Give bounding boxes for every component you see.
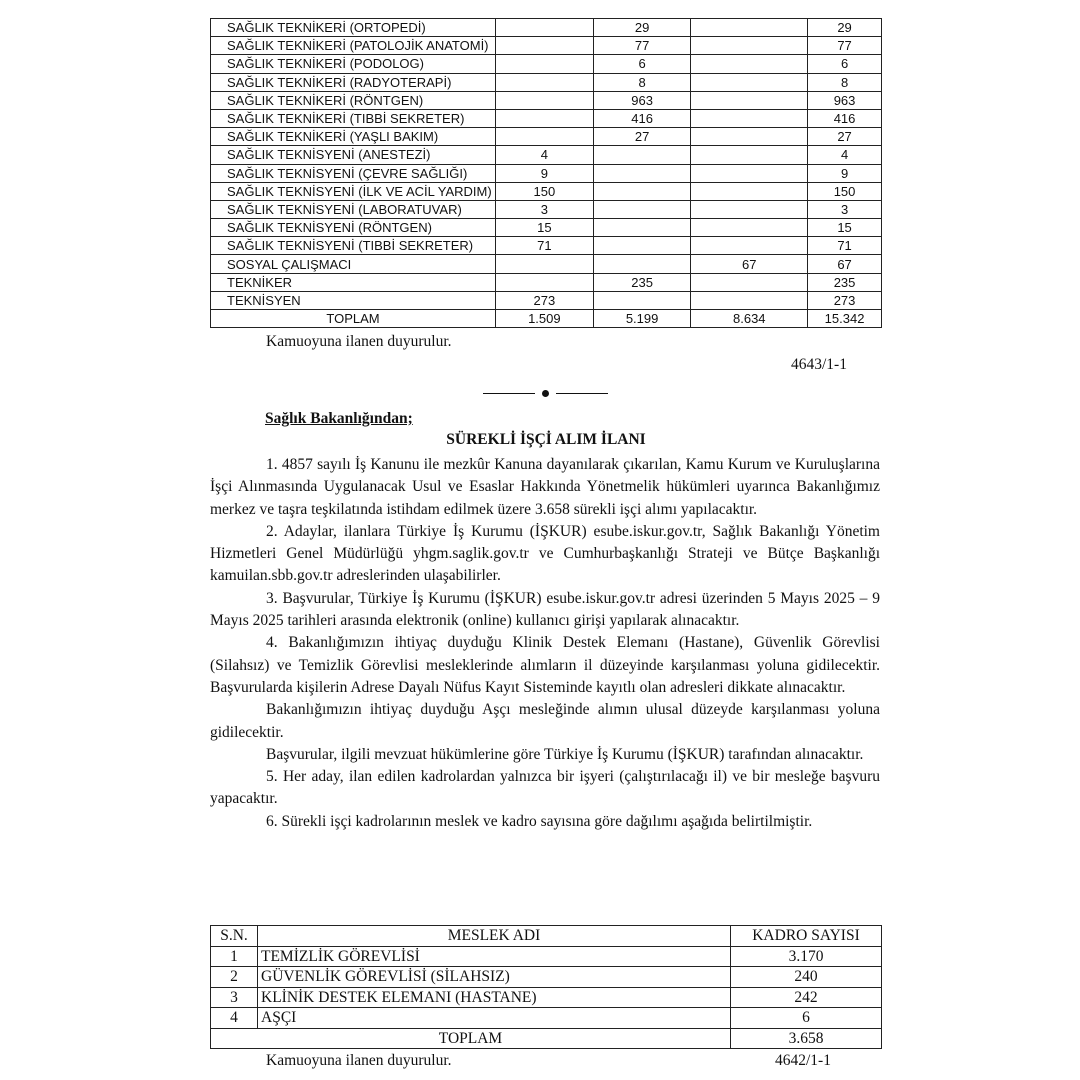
row-title: SOSYAL ÇALIŞMACI bbox=[211, 255, 496, 273]
table-row bbox=[211, 273, 882, 291]
closing-text: Kamuoyuna ilanen duyurulur. bbox=[266, 1052, 452, 1069]
paragraph: 3. Başvurular, Türkiye İş Kurumu (İŞKUR) esube.iskur.gov.tr adresi üzerinden 5 Mayıs 2025 – 9 Mayıs 2025 tarihleri arasında elektronik (online) kullanıcı girişi yapılarak alınacaktır. bbox=[210, 589, 880, 630]
row-occupation: AŞÇI bbox=[258, 1008, 731, 1029]
cell-value: 9 bbox=[808, 164, 882, 182]
announcement-title: SÜREKLİ İŞÇİ ALIM İLANI bbox=[446, 431, 646, 448]
cell-value: 273 bbox=[495, 291, 593, 309]
row-count: 6 bbox=[731, 1008, 882, 1029]
total-value: 1.509 bbox=[495, 310, 593, 328]
row-occupation: TEMİZLİK GÖREVLİSİ bbox=[258, 946, 731, 967]
total-row bbox=[211, 310, 882, 328]
positions-table bbox=[210, 925, 882, 1049]
row-title: SAĞLIK TEKNİSYENİ (ÇEVRE SAĞLIĞI) bbox=[211, 164, 496, 182]
cell-value bbox=[495, 273, 593, 291]
row-title: SAĞLIK TEKNİSYENİ (İLK VE ACİL YARDIM) bbox=[211, 182, 496, 200]
row-title: SAĞLIK TEKNİSYENİ (TIBBİ SEKRETER) bbox=[211, 237, 496, 255]
cell-value bbox=[495, 109, 593, 127]
cell-value bbox=[691, 200, 808, 218]
cell-value bbox=[593, 237, 691, 255]
total-value: 15.342 bbox=[808, 310, 882, 328]
cell-value: 67 bbox=[808, 255, 882, 273]
table-row bbox=[211, 987, 882, 1008]
table-row bbox=[211, 967, 882, 988]
paragraph: 4. Bakanlığımızın ihtiyaç duyduğu Klinik Destek Elemanı (Hastane), Güvenlik Görevlisi (Silahsız) ve Temizlik Görevlisi mesleklerinde alımların il düzeyinde karşılanması yoluna gidilecektir. Başvurularda kişilerin Adrese Dayalı Nüfus Kayıt Sisteminde kayıtlı olan adresleri dikkate alınacaktır. bbox=[210, 634, 880, 696]
total-row bbox=[211, 1028, 882, 1049]
row-count: 240 bbox=[731, 967, 882, 988]
cell-value bbox=[593, 164, 691, 182]
cell-value bbox=[495, 91, 593, 109]
cell-value: 71 bbox=[495, 237, 593, 255]
cell-value bbox=[593, 200, 691, 218]
table-row bbox=[211, 237, 882, 255]
cell-value: 27 bbox=[593, 128, 691, 146]
total-value: 5.199 bbox=[593, 310, 691, 328]
row-title: SAĞLIK TEKNİSYENİ (ANESTEZİ) bbox=[211, 146, 496, 164]
cell-value: 4 bbox=[808, 146, 882, 164]
cell-value bbox=[495, 55, 593, 73]
cell-value: 8 bbox=[808, 73, 882, 91]
cell-value bbox=[691, 273, 808, 291]
cell-value: 3 bbox=[495, 200, 593, 218]
cell-value: 273 bbox=[808, 291, 882, 309]
row-title: SAĞLIK TEKNİKERİ (YAŞLI BAKIM) bbox=[211, 128, 496, 146]
cell-value: 235 bbox=[593, 273, 691, 291]
row-title: TEKNİSYEN bbox=[211, 291, 496, 309]
cell-value: 3 bbox=[808, 200, 882, 218]
cell-value: 6 bbox=[808, 55, 882, 73]
row-title: SAĞLIK TEKNİKERİ (ORTOPEDİ) bbox=[211, 19, 496, 37]
cell-value bbox=[495, 19, 593, 37]
cell-value: 77 bbox=[593, 37, 691, 55]
table-row bbox=[211, 55, 882, 73]
header-occupation: MESLEK ADI bbox=[258, 926, 731, 947]
cell-value: 71 bbox=[808, 237, 882, 255]
table-row bbox=[211, 291, 882, 309]
row-title: SAĞLIK TEKNİSYENİ (RÖNTGEN) bbox=[211, 219, 496, 237]
row-count: 3.170 bbox=[731, 946, 882, 967]
header-sn: S.N. bbox=[211, 926, 258, 947]
cell-value bbox=[691, 128, 808, 146]
cell-value bbox=[691, 219, 808, 237]
cell-value: 416 bbox=[593, 109, 691, 127]
separator-line bbox=[556, 393, 608, 394]
cell-value bbox=[593, 219, 691, 237]
cell-value: 67 bbox=[691, 255, 808, 273]
row-title: SAĞLIK TEKNİSYENİ (LABORATUVAR) bbox=[211, 200, 496, 218]
cell-value: 15 bbox=[808, 219, 882, 237]
cell-value: 150 bbox=[495, 182, 593, 200]
row-occupation: GÜVENLİK GÖREVLİSİ (SİLAHSIZ) bbox=[258, 967, 731, 988]
row-count: 242 bbox=[731, 987, 882, 1008]
table-row bbox=[211, 1008, 882, 1029]
cell-value: 29 bbox=[808, 19, 882, 37]
cell-value bbox=[691, 91, 808, 109]
row-title: SAĞLIK TEKNİKERİ (RADYOTERAPİ) bbox=[211, 73, 496, 91]
cell-value: 150 bbox=[808, 182, 882, 200]
cell-value bbox=[593, 146, 691, 164]
cell-value: 9 bbox=[495, 164, 593, 182]
row-title: TEKNİKER bbox=[211, 273, 496, 291]
table-row bbox=[211, 946, 882, 967]
table-row bbox=[211, 91, 882, 109]
cell-value bbox=[495, 37, 593, 55]
total-label: TOPLAM bbox=[211, 310, 496, 328]
table-row bbox=[211, 146, 882, 164]
cell-value bbox=[593, 182, 691, 200]
table-row bbox=[211, 37, 882, 55]
cell-value bbox=[691, 182, 808, 200]
table-row bbox=[211, 182, 882, 200]
table-row bbox=[211, 109, 882, 127]
paragraph: 6. Sürekli işçi kadrolarının meslek ve kadro sayısına göre dağılımı aşağıda belirtilmiştir. bbox=[266, 812, 813, 830]
cell-value: 27 bbox=[808, 128, 882, 146]
cell-value: 963 bbox=[593, 91, 691, 109]
row-sn: 3 bbox=[211, 987, 258, 1008]
row-occupation: KLİNİK DESTEK ELEMANI (HASTANE) bbox=[258, 987, 731, 1008]
closing-text: Kamuoyuna ilanen duyurulur. bbox=[266, 333, 452, 350]
cell-value bbox=[691, 237, 808, 255]
cell-value: 77 bbox=[808, 37, 882, 55]
cell-value bbox=[593, 291, 691, 309]
cell-value bbox=[495, 255, 593, 273]
cell-value: 235 bbox=[808, 273, 882, 291]
separator-line bbox=[483, 393, 535, 394]
staff-distribution-table bbox=[210, 18, 882, 328]
table-row bbox=[211, 128, 882, 146]
table-header-row bbox=[211, 926, 882, 947]
paragraph: Bakanlığımızın ihtiyaç duyduğu Aşçı mesleğinde alımın ulusal düzeyde karşılanması yoluna gidilecektir. bbox=[210, 701, 880, 741]
cell-value: 6 bbox=[593, 55, 691, 73]
total-label: TOPLAM bbox=[211, 1028, 731, 1049]
row-title: SAĞLIK TEKNİKERİ (RÖNTGEN) bbox=[211, 91, 496, 109]
row-sn: 4 bbox=[211, 1008, 258, 1029]
row-sn: 2 bbox=[211, 967, 258, 988]
table-row bbox=[211, 200, 882, 218]
announcement-body bbox=[210, 454, 880, 833]
paragraph: Başvurular, ilgili mevzuat hükümlerine göre Türkiye İş Kurumu (İŞKUR) tarafından alınacaktır. bbox=[266, 745, 864, 763]
cell-value: 15 bbox=[495, 219, 593, 237]
reference-number: 4642/1-1 bbox=[775, 1052, 831, 1069]
paragraph: 2. Adaylar, ilanlara Türkiye İş Kurumu (İŞKUR) esube.iskur.gov.tr, Sağlık Bakanlığı Yönetim Hizmetleri Genel Müdürlüğü yhgm.saglik.gov.tr ve Cumhurbaşkanlığı Strateji ve Bütçe Başkanlığı kamuilan.sbb.gov.tr adreslerinden ulaşabilirler. bbox=[210, 522, 880, 585]
table-row bbox=[211, 219, 882, 237]
header-count: KADRO SAYISI bbox=[731, 926, 882, 947]
row-title: SAĞLIK TEKNİKERİ (PODOLOG) bbox=[211, 55, 496, 73]
cell-value bbox=[691, 19, 808, 37]
row-sn: 1 bbox=[211, 946, 258, 967]
table-row bbox=[211, 164, 882, 182]
cell-value bbox=[691, 37, 808, 55]
total-count: 3.658 bbox=[731, 1028, 882, 1049]
cell-value bbox=[495, 73, 593, 91]
cell-value: 29 bbox=[593, 19, 691, 37]
issuer-heading: Sağlık Bakanlığından; bbox=[265, 410, 413, 427]
row-title: SAĞLIK TEKNİKERİ (PATOLOJİK ANATOMİ) bbox=[211, 37, 496, 55]
reference-number: 4643/1-1 bbox=[791, 356, 847, 373]
bullet-icon bbox=[542, 390, 549, 397]
cell-value bbox=[691, 55, 808, 73]
cell-value: 963 bbox=[808, 91, 882, 109]
cell-value bbox=[691, 164, 808, 182]
section-separator bbox=[483, 389, 609, 399]
cell-value bbox=[691, 73, 808, 91]
cell-value bbox=[495, 128, 593, 146]
cell-value bbox=[691, 146, 808, 164]
table-row bbox=[211, 73, 882, 91]
row-title: SAĞLIK TEKNİKERİ (TIBBİ SEKRETER) bbox=[211, 109, 496, 127]
cell-value: 8 bbox=[593, 73, 691, 91]
paragraph: 5. Her aday, ilan edilen kadrolardan yalnızca bir işyeri (çalıştırılacağı il) ve bir mesleğe başvuru yapacaktır. bbox=[210, 768, 880, 808]
total-value: 8.634 bbox=[691, 310, 808, 328]
paragraph: 1. 4857 sayılı İş Kanunu ile mezkûr Kanuna dayanılarak çıkarılan, Kamu Kurum ve Kuruluşlarına İşçi Alınmasında Uygulanacak Usul ve Esaslar Hakkında Yönetmelik hükümleri uyarınca Bakanlığımız merkez ve taşra teşkilatında istihdam edilmek üzere 3.658 sürekli işçi alımı yapılacaktır. bbox=[210, 456, 880, 518]
cell-value bbox=[691, 109, 808, 127]
cell-value bbox=[691, 291, 808, 309]
cell-value: 416 bbox=[808, 109, 882, 127]
table-row bbox=[211, 255, 882, 273]
table-row bbox=[211, 19, 882, 37]
cell-value: 4 bbox=[495, 146, 593, 164]
cell-value bbox=[593, 255, 691, 273]
